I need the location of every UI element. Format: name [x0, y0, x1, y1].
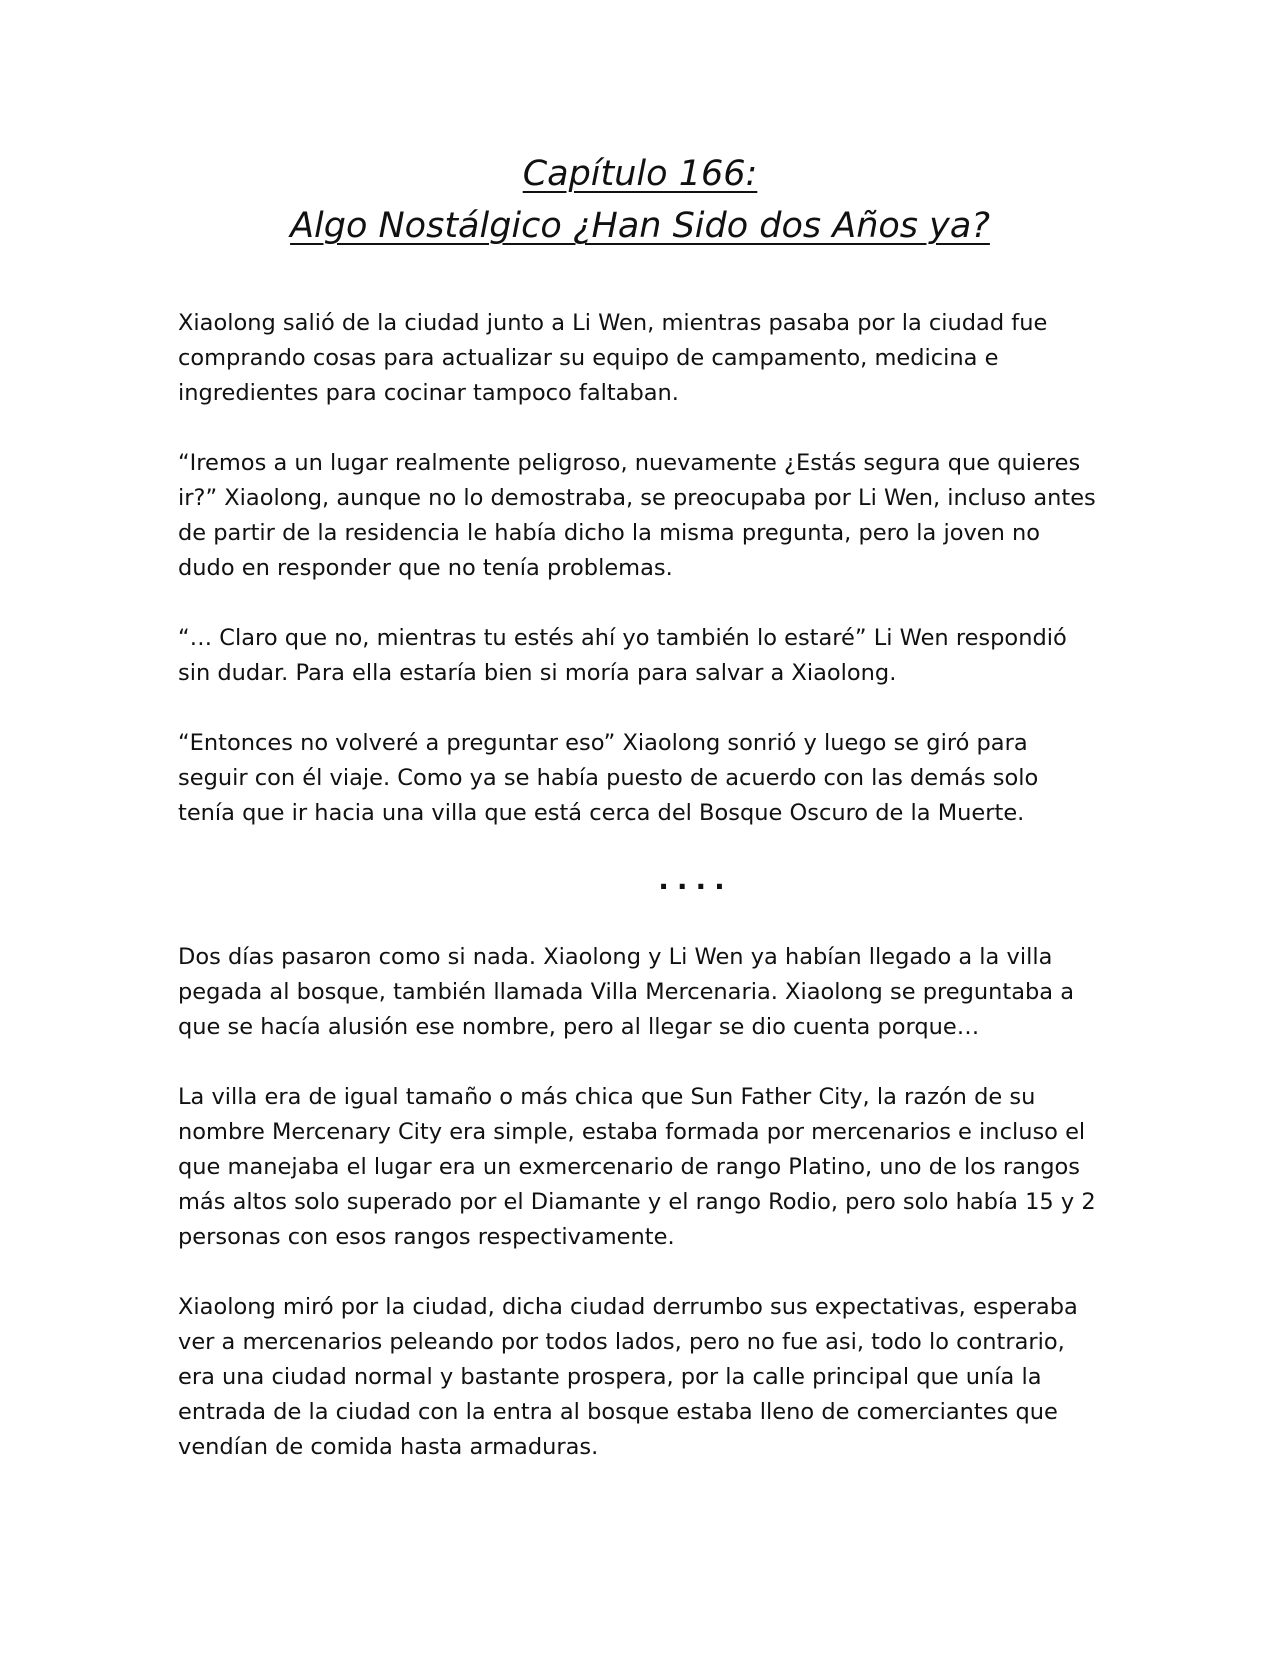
chapter-number: Capítulo 166:: [522, 154, 758, 194]
paragraph-3: “… Claro que no, mientras tu estés ahí yo también lo estaré” Li Wen respondió sin dudar. Para ella estaría bien si moría para salvar a Xiaolong.: [178, 625, 1067, 686]
paragraph-7: Xiaolong miró por la ciudad, dicha ciudad derrumbo sus expectativas, esperaba ver a mercenarios peleando por todos lados, pero no fue asi, todo lo contrario, era una ciudad normal y bastante prospera, por la calle principal que unía la entrada de la ciudad con la entra al bosque estaba lleno de comerciantes que vendían de comida hasta armaduras.: [178, 1294, 1078, 1460]
paragraph-1: Xiaolong salió de la ciudad junto a Li Wen, mientras pasaba por la ciudad fue comprando cosas para actualizar su equipo de campamento, medicina e ingredientes para cocinar tampoco faltaban.: [178, 310, 1048, 406]
scene-separator: ....: [658, 863, 733, 896]
paragraph-5: Dos días pasaron como si nada. Xiaolong y Li Wen ya habían llegado a la villa pegada al bosque, también llamada Villa Mercenaria. Xiaolong se preguntaba a que se hacía alusión ese nombre, pero al llegar se dio cuenta porque…: [178, 944, 1075, 1040]
chapter-body: [178, 306, 1098, 1500]
paragraph-6: La villa era de igual tamaño o más chica que Sun Father City, la razón de su nombre Mercenary City era simple, estaba formada por mercenarios e incluso el que manejaba el lugar era un exmercenario de rango Platino, uno de los rangos más altos solo superado por el Diamante y el rango Rodio, pero solo había 15 y 2 personas con esos rangos respectivamente.: [178, 1084, 1096, 1250]
chapter-title: [0, 148, 1280, 252]
paragraph-2: “Iremos a un lugar realmente peligroso, nuevamente ¿Estás segura que quieres ir?” Xiaolong, aunque no lo demostraba, se preocupaba por Li Wen, incluso antes de partir de la residencia le había dicho la misma pregunta, pero la joven no dudo en responder que no tenía problemas.: [178, 450, 1096, 581]
paragraph-4: “Entonces no volveré a preguntar eso” Xiaolong sonrió y luego se giró para seguir con él viaje. Como ya se había puesto de acuerdo con las demás solo tenía que ir hacia una villa que está cerca del Bosque Oscuro de la Muerte.: [178, 730, 1039, 826]
chapter-subtitle: Algo Nostálgico ¿Han Sido dos Años ya?: [290, 206, 990, 246]
